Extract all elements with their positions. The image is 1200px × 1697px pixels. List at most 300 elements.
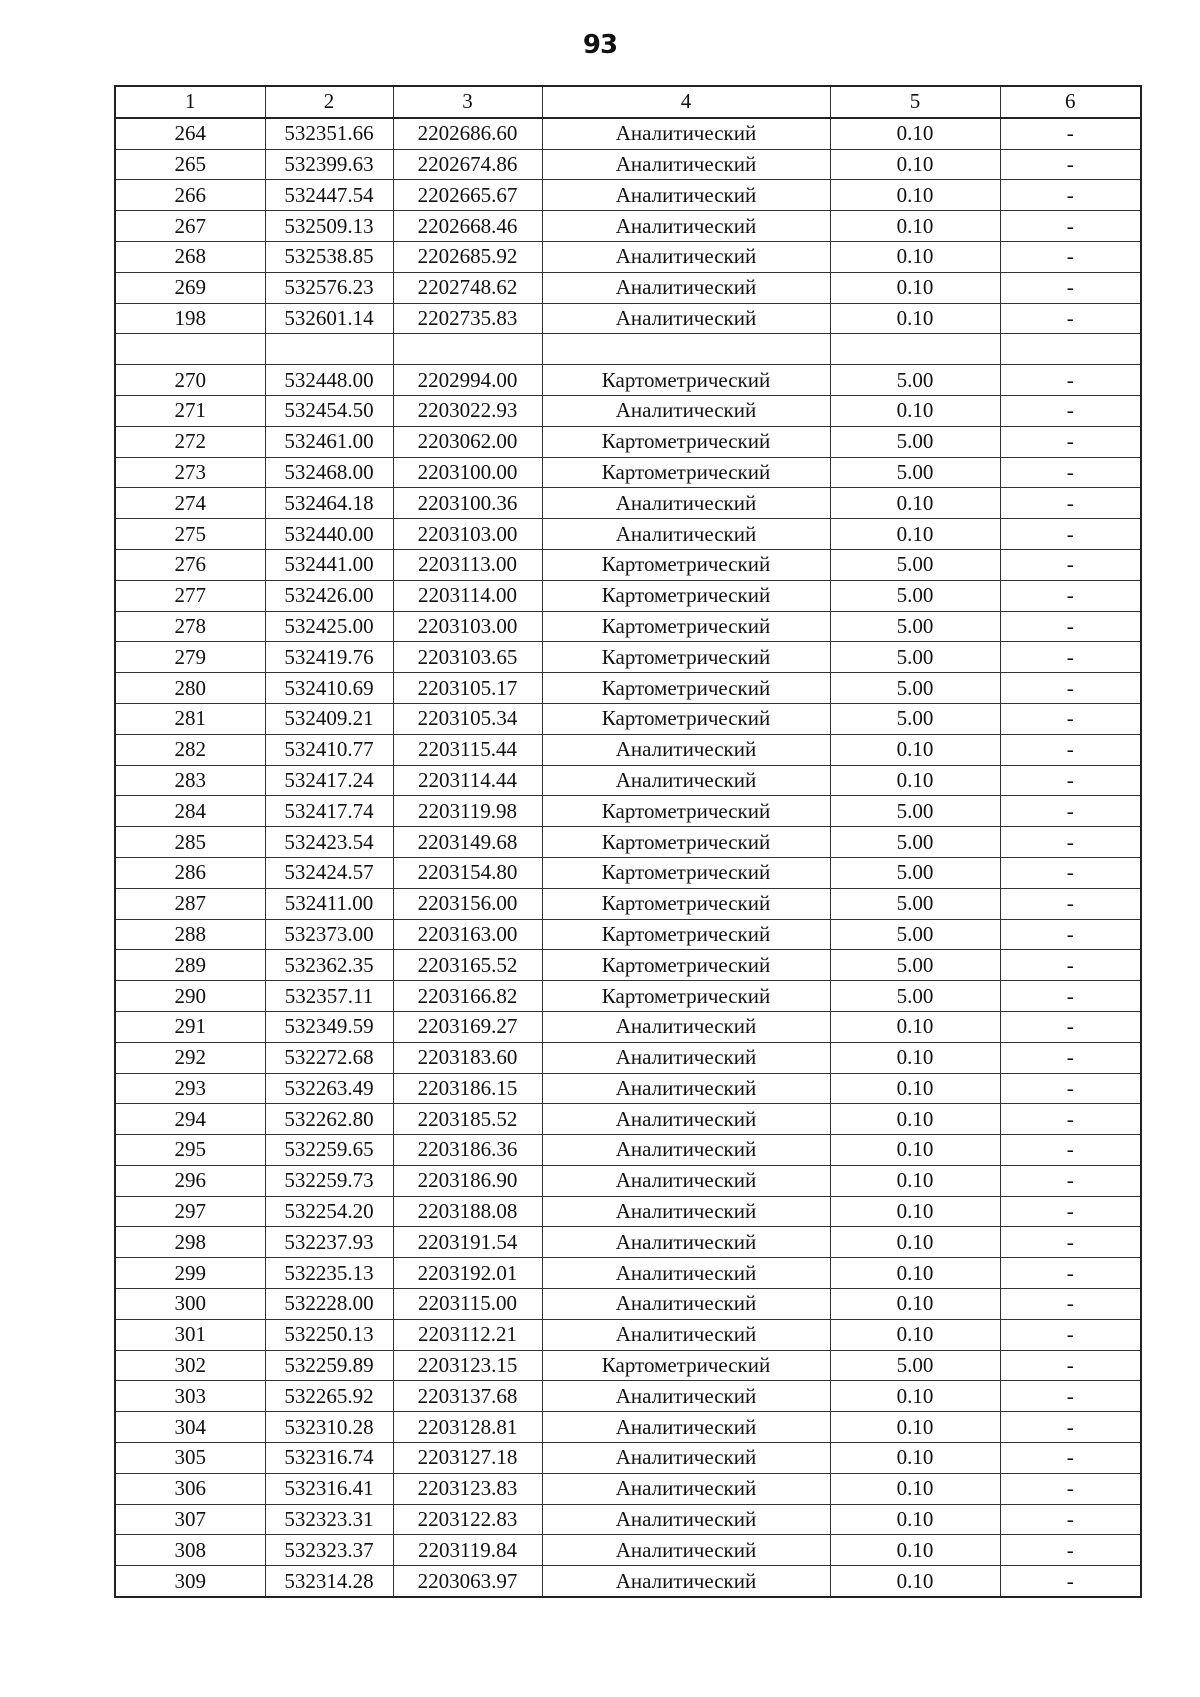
table-cell: 295 — [115, 1135, 265, 1166]
table-row — [115, 703, 1141, 734]
table-cell: Аналитический — [542, 1289, 830, 1320]
table-cell: 532509.13 — [265, 211, 393, 242]
table-cell: Картометрический — [542, 888, 830, 919]
table-cell: 532272.68 — [265, 1042, 393, 1073]
table-cell: 294 — [115, 1104, 265, 1135]
table-cell: 0.10 — [830, 303, 1000, 334]
table-cell: - — [1000, 1412, 1141, 1443]
table-cell: 307 — [115, 1504, 265, 1535]
table-cell: Аналитический — [542, 519, 830, 550]
table-cell: 532426.00 — [265, 580, 393, 611]
table-cell: Аналитический — [542, 1504, 830, 1535]
table-cell: Картометрический — [542, 703, 830, 734]
table-cell: 276 — [115, 549, 265, 580]
table-cell: - — [1000, 1535, 1141, 1566]
table-cell: 0.10 — [830, 765, 1000, 796]
table-cell: 0.10 — [830, 488, 1000, 519]
table-cell: 270 — [115, 365, 265, 396]
table-cell: 532310.28 — [265, 1412, 393, 1443]
table-cell: 302 — [115, 1350, 265, 1381]
table-cell: 285 — [115, 827, 265, 858]
table-row — [115, 981, 1141, 1012]
table-cell: - — [1000, 1011, 1141, 1042]
table-cell: 2202994.00 — [393, 365, 542, 396]
table-cell: - — [1000, 1196, 1141, 1227]
table-cell: 5.00 — [830, 703, 1000, 734]
table-cell: 532461.00 — [265, 426, 393, 457]
table-cell: 532349.59 — [265, 1011, 393, 1042]
table-cell: 532440.00 — [265, 519, 393, 550]
table-cell: 2203105.34 — [393, 703, 542, 734]
table-cell: - — [1000, 673, 1141, 704]
table-cell: Аналитический — [542, 1227, 830, 1258]
table-cell: Аналитический — [542, 1104, 830, 1135]
table-cell: 5.00 — [830, 796, 1000, 827]
table-cell: 2203188.08 — [393, 1196, 542, 1227]
table-cell: - — [1000, 1350, 1141, 1381]
table-cell: 0.10 — [830, 180, 1000, 211]
table-row — [115, 395, 1141, 426]
table-cell: Картометрический — [542, 981, 830, 1012]
table-cell: 271 — [115, 395, 265, 426]
table-cell: - — [1000, 1165, 1141, 1196]
table-cell: 304 — [115, 1412, 265, 1443]
table-cell: 279 — [115, 642, 265, 673]
table-cell: 2203105.17 — [393, 673, 542, 704]
table-cell: Аналитический — [542, 1566, 830, 1597]
table-cell: 532351.66 — [265, 118, 393, 149]
table-cell: 283 — [115, 765, 265, 796]
table-cell: 532601.14 — [265, 303, 393, 334]
table-cell: 0.10 — [830, 272, 1000, 303]
table-cell: Картометрический — [542, 796, 830, 827]
table-cell: - — [1000, 272, 1141, 303]
table-cell: 2202685.92 — [393, 241, 542, 272]
table-cell: 2203063.97 — [393, 1566, 542, 1597]
table-cell: 292 — [115, 1042, 265, 1073]
table-cell: 532262.80 — [265, 1104, 393, 1135]
table-cell: 0.10 — [830, 1319, 1000, 1350]
table-cell: 0.10 — [830, 1042, 1000, 1073]
table-cell: 532409.21 — [265, 703, 393, 734]
table-cell: 532373.00 — [265, 919, 393, 950]
table-cell: - — [1000, 241, 1141, 272]
table-cell: 5.00 — [830, 642, 1000, 673]
table-row — [115, 827, 1141, 858]
table-cell: Картометрический — [542, 580, 830, 611]
column-header: 3 — [393, 86, 542, 118]
table-cell: 5.00 — [830, 950, 1000, 981]
table-cell: Аналитический — [542, 180, 830, 211]
table-cell: 532454.50 — [265, 395, 393, 426]
table-cell: - — [1000, 549, 1141, 580]
table-cell: Аналитический — [542, 1258, 830, 1289]
table-row — [115, 1473, 1141, 1504]
header-row — [115, 86, 1141, 118]
table-cell: 2203115.00 — [393, 1289, 542, 1320]
table-cell: 268 — [115, 241, 265, 272]
table-cell: Картометрический — [542, 611, 830, 642]
table-cell: 0.10 — [830, 1258, 1000, 1289]
table-cell: 282 — [115, 734, 265, 765]
table-cell: 0.10 — [830, 241, 1000, 272]
table-cell: 296 — [115, 1165, 265, 1196]
table-cell: - — [1000, 1473, 1141, 1504]
table-cell: 280 — [115, 673, 265, 704]
table-cell: - — [1000, 1381, 1141, 1412]
table-cell: Аналитический — [542, 272, 830, 303]
table-cell: 273 — [115, 457, 265, 488]
table-row — [115, 1258, 1141, 1289]
table-cell: 532235.13 — [265, 1258, 393, 1289]
table-cell: 5.00 — [830, 981, 1000, 1012]
table-cell: - — [1000, 395, 1141, 426]
table-row — [115, 765, 1141, 796]
table-cell: 281 — [115, 703, 265, 734]
table-cell: 2202665.67 — [393, 180, 542, 211]
table-cell: Аналитический — [542, 395, 830, 426]
table-cell: 198 — [115, 303, 265, 334]
table-cell: 532250.13 — [265, 1319, 393, 1350]
table-cell: - — [1000, 211, 1141, 242]
table-cell: 532419.76 — [265, 642, 393, 673]
table-cell: - — [1000, 919, 1141, 950]
table-row — [115, 1104, 1141, 1135]
table-cell: 5.00 — [830, 549, 1000, 580]
table-cell: 305 — [115, 1443, 265, 1474]
table-row — [115, 334, 1141, 365]
table-cell: 284 — [115, 796, 265, 827]
table-row — [115, 1504, 1141, 1535]
table-cell: 2203166.82 — [393, 981, 542, 1012]
table-cell: 532538.85 — [265, 241, 393, 272]
table-cell: Аналитический — [542, 1011, 830, 1042]
table-cell: - — [1000, 1104, 1141, 1135]
table-cell: - — [1000, 734, 1141, 765]
table-cell: Аналитический — [542, 1196, 830, 1227]
table-cell: Аналитический — [542, 1443, 830, 1474]
table-cell: 287 — [115, 888, 265, 919]
table-row — [115, 642, 1141, 673]
table-header — [115, 86, 1141, 118]
table-cell: 274 — [115, 488, 265, 519]
table-cell: 290 — [115, 981, 265, 1012]
table-cell: 5.00 — [830, 673, 1000, 704]
table-cell: - — [1000, 796, 1141, 827]
table-row — [115, 1227, 1141, 1258]
table-cell: 5.00 — [830, 857, 1000, 888]
table-cell: Картометрический — [542, 549, 830, 580]
table-cell: - — [1000, 950, 1141, 981]
table-row — [115, 211, 1141, 242]
table-cell: 2203128.81 — [393, 1412, 542, 1443]
table-cell — [830, 334, 1000, 365]
table-cell: 2203165.52 — [393, 950, 542, 981]
table-cell: 532228.00 — [265, 1289, 393, 1320]
table-cell: 2203137.68 — [393, 1381, 542, 1412]
table-cell: 532447.54 — [265, 180, 393, 211]
table-cell: 2203114.44 — [393, 765, 542, 796]
table-cell: 0.10 — [830, 1165, 1000, 1196]
table-cell: 2203191.54 — [393, 1227, 542, 1258]
table-cell: 5.00 — [830, 919, 1000, 950]
table-row — [115, 1443, 1141, 1474]
table-row — [115, 426, 1141, 457]
table-cell: 308 — [115, 1535, 265, 1566]
table-cell: Аналитический — [542, 1135, 830, 1166]
table-cell: 264 — [115, 118, 265, 149]
table-row — [115, 1319, 1141, 1350]
table-cell: 532468.00 — [265, 457, 393, 488]
table-cell: - — [1000, 149, 1141, 180]
table-cell: 2203185.52 — [393, 1104, 542, 1135]
table-cell: 532259.65 — [265, 1135, 393, 1166]
table-cell: Картометрический — [542, 1350, 830, 1381]
table-cell: 2203022.93 — [393, 395, 542, 426]
table-cell: 2202735.83 — [393, 303, 542, 334]
table-cell: 303 — [115, 1381, 265, 1412]
table-cell: - — [1000, 642, 1141, 673]
table-row — [115, 303, 1141, 334]
table-cell: 532316.41 — [265, 1473, 393, 1504]
table-row — [115, 272, 1141, 303]
table-cell: - — [1000, 981, 1141, 1012]
table-cell: 2202674.86 — [393, 149, 542, 180]
table-row — [115, 919, 1141, 950]
table-cell: Картометрический — [542, 919, 830, 950]
table-cell: Аналитический — [542, 1319, 830, 1350]
table-cell: Аналитический — [542, 241, 830, 272]
table-cell: Аналитический — [542, 1535, 830, 1566]
table-cell: 0.10 — [830, 1504, 1000, 1535]
table-row — [115, 796, 1141, 827]
table-cell: 2203127.18 — [393, 1443, 542, 1474]
table-cell: Аналитический — [542, 118, 830, 149]
table-cell: 532576.23 — [265, 272, 393, 303]
table-cell: 0.10 — [830, 1011, 1000, 1042]
table-cell: 5.00 — [830, 426, 1000, 457]
table-cell: - — [1000, 1135, 1141, 1166]
table-row — [115, 488, 1141, 519]
coordinates-table — [114, 85, 1142, 1598]
table-cell: - — [1000, 580, 1141, 611]
table-cell: 532314.28 — [265, 1566, 393, 1597]
table-cell: 277 — [115, 580, 265, 611]
table-row — [115, 549, 1141, 580]
table-cell: 293 — [115, 1073, 265, 1104]
table-cell: 300 — [115, 1289, 265, 1320]
column-header: 1 — [115, 86, 265, 118]
table-cell: 2203186.90 — [393, 1165, 542, 1196]
table-cell: Аналитический — [542, 1073, 830, 1104]
table-cell: 2203114.00 — [393, 580, 542, 611]
table-row — [115, 149, 1141, 180]
table-cell: 532448.00 — [265, 365, 393, 396]
table-cell: Аналитический — [542, 211, 830, 242]
table-row — [115, 611, 1141, 642]
column-header: 6 — [1000, 86, 1141, 118]
table-cell: - — [1000, 703, 1141, 734]
table-cell: Картометрический — [542, 857, 830, 888]
table-cell: Аналитический — [542, 1042, 830, 1073]
table-cell: 265 — [115, 149, 265, 180]
table-cell: 532259.73 — [265, 1165, 393, 1196]
table-cell: 272 — [115, 426, 265, 457]
table-cell: Аналитический — [542, 1473, 830, 1504]
table-cell: - — [1000, 180, 1141, 211]
table-cell: - — [1000, 1258, 1141, 1289]
table-cell: 532237.93 — [265, 1227, 393, 1258]
table-cell: 0.10 — [830, 211, 1000, 242]
table-cell: 2203100.36 — [393, 488, 542, 519]
table-cell: 301 — [115, 1319, 265, 1350]
table-cell: Аналитический — [542, 149, 830, 180]
column-header: 5 — [830, 86, 1000, 118]
table-cell: - — [1000, 857, 1141, 888]
table-cell: - — [1000, 1042, 1141, 1073]
table-cell: 532417.24 — [265, 765, 393, 796]
table-cell: Картометрический — [542, 457, 830, 488]
table-cell — [115, 334, 265, 365]
table-cell: Картометрический — [542, 426, 830, 457]
table-row — [115, 1412, 1141, 1443]
table-cell: Картометрический — [542, 642, 830, 673]
table-cell: Картометрический — [542, 365, 830, 396]
table-cell: 2203123.83 — [393, 1473, 542, 1504]
table-cell: 269 — [115, 272, 265, 303]
table-cell: 532323.31 — [265, 1504, 393, 1535]
table-row — [115, 857, 1141, 888]
table-cell: 532417.74 — [265, 796, 393, 827]
table-cell: 2203169.27 — [393, 1011, 542, 1042]
table-row — [115, 118, 1141, 149]
table-cell: 0.10 — [830, 1473, 1000, 1504]
table-cell: 2202686.60 — [393, 118, 542, 149]
table-cell: 2203122.83 — [393, 1504, 542, 1535]
table-cell: - — [1000, 303, 1141, 334]
table-cell: 291 — [115, 1011, 265, 1042]
table-cell: 5.00 — [830, 580, 1000, 611]
table-cell: 2203113.00 — [393, 549, 542, 580]
table-cell: 0.10 — [830, 1196, 1000, 1227]
table-row — [115, 1289, 1141, 1320]
table-cell: 2203183.60 — [393, 1042, 542, 1073]
table-cell: 532424.57 — [265, 857, 393, 888]
table-row — [115, 457, 1141, 488]
table-cell: 0.10 — [830, 395, 1000, 426]
table-cell: - — [1000, 488, 1141, 519]
table-row — [115, 888, 1141, 919]
table-row — [115, 1073, 1141, 1104]
table-row — [115, 180, 1141, 211]
table-cell: 532410.69 — [265, 673, 393, 704]
table-cell: Аналитический — [542, 765, 830, 796]
table-cell: 2203103.00 — [393, 519, 542, 550]
table-cell: 532316.74 — [265, 1443, 393, 1474]
table-cell: Аналитический — [542, 488, 830, 519]
table-cell: - — [1000, 457, 1141, 488]
table-cell: 0.10 — [830, 1566, 1000, 1597]
table-cell: 2203123.15 — [393, 1350, 542, 1381]
table-cell: 2202748.62 — [393, 272, 542, 303]
table-row — [115, 673, 1141, 704]
table-cell: 532263.49 — [265, 1073, 393, 1104]
table-cell: 0.10 — [830, 1289, 1000, 1320]
table-cell: 2203103.65 — [393, 642, 542, 673]
table-cell: Аналитический — [542, 734, 830, 765]
table-cell — [265, 334, 393, 365]
table-cell: 532357.11 — [265, 981, 393, 1012]
table-cell: 0.10 — [830, 118, 1000, 149]
table-row — [115, 1566, 1141, 1597]
table-cell: 5.00 — [830, 457, 1000, 488]
table-row — [115, 1165, 1141, 1196]
table-row — [115, 519, 1141, 550]
table-cell: 2203186.15 — [393, 1073, 542, 1104]
table-cell: 289 — [115, 950, 265, 981]
table-cell: 0.10 — [830, 1535, 1000, 1566]
table-cell: 0.10 — [830, 1443, 1000, 1474]
table-cell: 298 — [115, 1227, 265, 1258]
table-cell: - — [1000, 1504, 1141, 1535]
table-cell: 288 — [115, 919, 265, 950]
table-cell: 2203119.84 — [393, 1535, 542, 1566]
table-cell: 532410.77 — [265, 734, 393, 765]
table-cell: 0.10 — [830, 734, 1000, 765]
table-cell: - — [1000, 1319, 1141, 1350]
page-number: 93 — [582, 30, 618, 60]
table-cell: Аналитический — [542, 303, 830, 334]
table-cell: Картометрический — [542, 827, 830, 858]
table-cell: 532259.89 — [265, 1350, 393, 1381]
table-cell: 532425.00 — [265, 611, 393, 642]
table-cell: 2203186.36 — [393, 1135, 542, 1166]
table-cell: 2203112.21 — [393, 1319, 542, 1350]
table-cell: 267 — [115, 211, 265, 242]
table-cell: 286 — [115, 857, 265, 888]
table-row — [115, 580, 1141, 611]
table-cell: 532323.37 — [265, 1535, 393, 1566]
table-cell: 2203163.00 — [393, 919, 542, 950]
table-cell: 0.10 — [830, 1104, 1000, 1135]
table-cell: 5.00 — [830, 1350, 1000, 1381]
table-row — [115, 1381, 1141, 1412]
table-cell: Аналитический — [542, 1381, 830, 1412]
table-row — [115, 365, 1141, 396]
table-row — [115, 950, 1141, 981]
table-cell: 2203115.44 — [393, 734, 542, 765]
table-cell: 278 — [115, 611, 265, 642]
table-cell: 5.00 — [830, 888, 1000, 919]
table-cell: - — [1000, 1566, 1141, 1597]
column-header: 2 — [265, 86, 393, 118]
table-cell: 0.10 — [830, 519, 1000, 550]
table-cell — [542, 334, 830, 365]
column-header: 4 — [542, 86, 830, 118]
table-cell: 532441.00 — [265, 549, 393, 580]
table-cell: 2203154.80 — [393, 857, 542, 888]
table-body — [115, 118, 1141, 1597]
table-cell: 532362.35 — [265, 950, 393, 981]
table-cell: - — [1000, 827, 1141, 858]
table-row — [115, 1196, 1141, 1227]
table-cell: Картометрический — [542, 950, 830, 981]
table-cell: Аналитический — [542, 1165, 830, 1196]
table-cell: 2203100.00 — [393, 457, 542, 488]
table-cell: 2203119.98 — [393, 796, 542, 827]
table-cell: - — [1000, 765, 1141, 796]
table-row — [115, 1011, 1141, 1042]
